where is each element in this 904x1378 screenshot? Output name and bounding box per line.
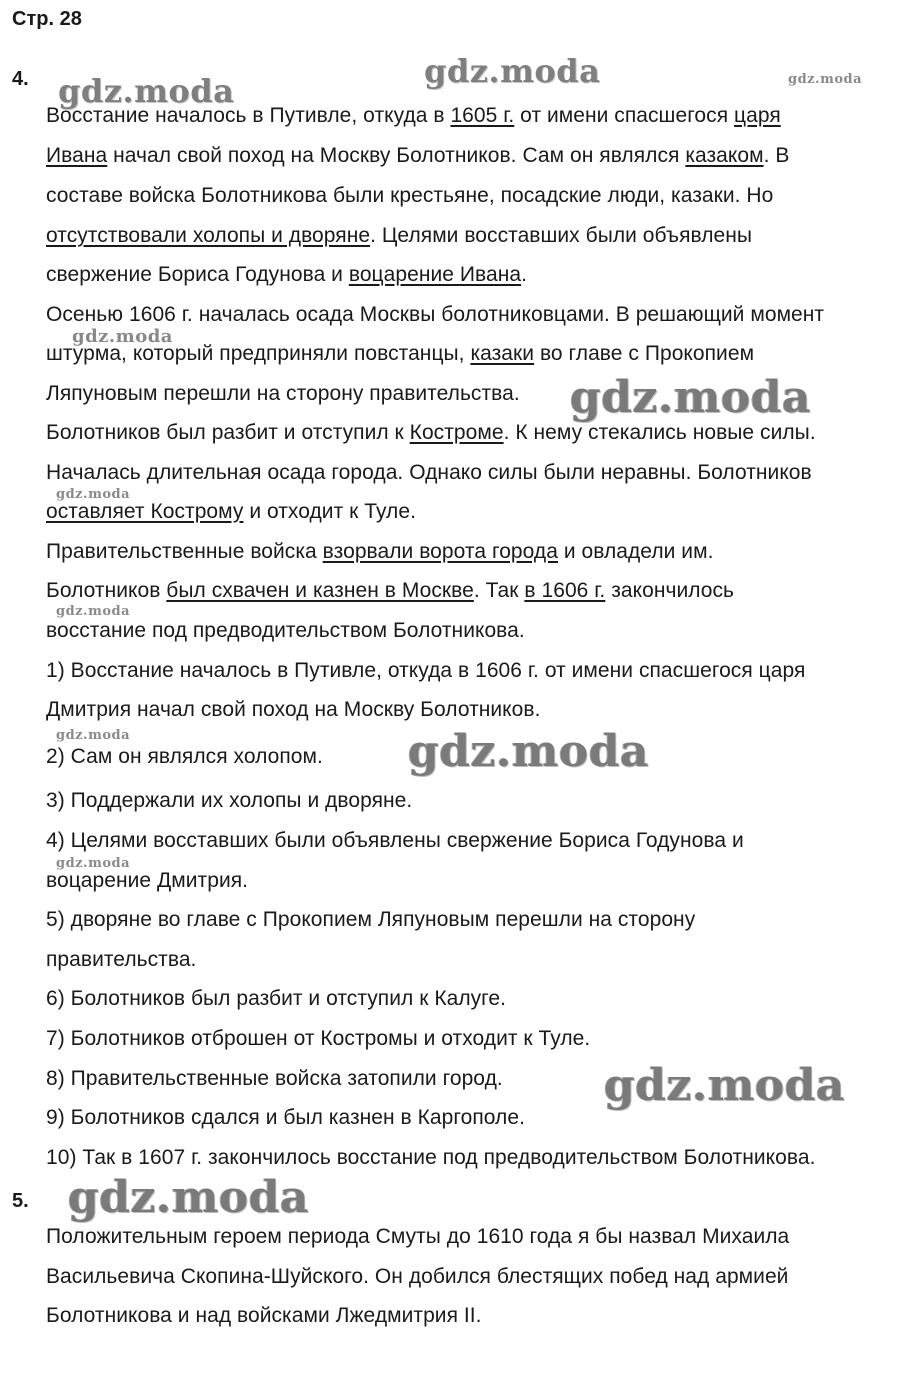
text-segment: . Целями восставших были объявлены [370, 224, 753, 247]
underlined-answer: казаки [470, 342, 535, 365]
watermark: gdz.moda [58, 72, 235, 110]
text-line [46, 987, 506, 1011]
watermark: gdz.moda [56, 728, 131, 743]
text-segment: свержение Бориса Годунова и [46, 263, 349, 286]
text-segment: во главе с Прокопием [534, 342, 755, 365]
text-line [46, 144, 789, 168]
text-segment: . К нему стекались новые силы. [503, 421, 816, 444]
watermark: gdz.moda [424, 52, 601, 90]
watermark: gdz.moda [72, 326, 173, 347]
text-line [46, 1304, 482, 1328]
text-line [46, 1106, 525, 1130]
text-line [46, 619, 525, 643]
text-line [46, 789, 412, 813]
text-segment: 7) Болотников отброшен от Костромы и отходит к Туле. [46, 1027, 591, 1050]
text-segment: воцарение Дмитрия. [46, 869, 249, 892]
text-segment: . Так [473, 579, 525, 602]
underlined-answer: воцарение Ивана [348, 263, 522, 286]
text-segment: Ляпуновым перешли на сторону правительства. [46, 382, 520, 405]
text-line [46, 1265, 788, 1289]
text-segment: 10) Так в 1607 г. закончилось восстание под предводительством Болотникова. [46, 1146, 816, 1169]
text-segment: правительства. [46, 948, 197, 971]
text-line [46, 869, 248, 893]
text-segment: Положительным героем периода Смуты до 1610 года я бы назвал Михаила [46, 1225, 790, 1248]
underlined-answer: Костроме [409, 421, 504, 444]
text-segment: составе войска Болотникова были крестьяне, посадские люди, казаки. Но [46, 184, 774, 207]
text-line [46, 579, 734, 603]
text-line [46, 224, 752, 248]
text-line [46, 1067, 503, 1091]
text-segment: Осенью 1606 г. началась осада Москвы болотниковцами. В решающий момент [46, 303, 825, 326]
watermark: gdz.moda [570, 372, 812, 423]
text-segment: штурма, который предприняли повстанцы, [46, 342, 471, 365]
text-segment: от имени спасшегося [514, 104, 735, 127]
underlined-answer: отсутствовали холопы и дворяне [46, 224, 371, 247]
text-line [46, 1225, 789, 1249]
watermark: gdz.moda [408, 726, 650, 777]
underlined-answer: царя [734, 104, 781, 127]
watermark: gdz.moda [604, 1060, 846, 1111]
text-line [46, 382, 520, 406]
text-segment: начал свой поход на Москву Болотников. Сам он являлся [107, 144, 686, 167]
text-segment: и отходит к Туле. [243, 500, 416, 523]
page-label: Стр. 28 [12, 8, 82, 30]
text-segment: Васильевича Скопина-Шуйского. Он добился блестящих побед над армией [46, 1265, 789, 1288]
text-line [46, 540, 713, 564]
text-line [46, 829, 744, 853]
text-line [46, 698, 540, 722]
text-segment: 3) Поддержали их холопы и дворяне. [46, 789, 413, 812]
text-segment: 2) Сам он являлся холопом. [46, 745, 323, 768]
watermark: gdz.moda [56, 487, 131, 502]
underlined-answer: взорвали ворота города [322, 540, 558, 563]
text-segment: 5) дворяне во главе с Прокопием Ляпуновым перешли на сторону [46, 908, 696, 931]
underlined-answer: был схвачен и казнен в Москве [166, 579, 474, 602]
text-segment: закончилось [605, 579, 735, 602]
text-segment: . [521, 263, 527, 286]
text-segment: Началась длительная осада города. Однако силы были неравны. Болотников [46, 461, 812, 484]
text-line [46, 184, 773, 208]
text-segment: восстание под предводительством Болотникова. [46, 619, 525, 642]
text-segment: Восстание началось в Путивле, откуда в [46, 104, 451, 127]
underlined-answer: оставляет Кострому [46, 500, 244, 523]
text-segment: 9) Болотников сдался и был казнен в Каргополе. [46, 1106, 525, 1129]
text-segment: Правительственные войска [46, 540, 323, 563]
text-line [46, 948, 196, 972]
text-line [46, 1027, 590, 1051]
text-line [46, 908, 695, 932]
watermark: gdz.moda [788, 72, 863, 87]
text-line [46, 263, 527, 287]
text-segment: 8) Правительственные войска затопили город. [46, 1067, 503, 1090]
text-segment: и овладели им. [557, 540, 714, 563]
text-line [46, 745, 323, 769]
text-segment: 4) Целями восставших были объявлены свержение Бориса Годунова и [46, 829, 744, 852]
text-line [46, 303, 824, 327]
watermark: gdz.moda [68, 1172, 310, 1223]
text-line [46, 461, 812, 485]
text-line [46, 500, 416, 524]
text-segment: Болотников [46, 579, 167, 602]
text-line [46, 659, 805, 683]
underlined-answer: 1605 г. [450, 104, 515, 127]
watermark: gdz.moda [56, 604, 131, 619]
text-line [46, 421, 816, 445]
underlined-answer: казаком [685, 144, 764, 167]
text-segment: . В [763, 144, 790, 167]
underlined-answer: в 1606 г. [524, 579, 606, 602]
text-segment: 1) Восстание началось в Путивле, откуда в 1606 г. от имени спасшегося царя [46, 659, 806, 682]
text-segment: Болотникова и над войсками Лжедмитрия II. [46, 1304, 482, 1327]
task-5-number: 5. [12, 1190, 29, 1212]
text-line [46, 104, 781, 128]
text-line [46, 342, 754, 366]
underlined-answer: Ивана [46, 144, 108, 167]
text-segment: Болотников был разбит и отступил к [46, 421, 410, 444]
watermark: gdz.moda [56, 856, 131, 871]
text-segment: 6) Болотников был разбит и отступил к Калуге. [46, 987, 507, 1010]
text-line [46, 1146, 815, 1170]
task-4-number: 4. [12, 68, 29, 90]
text-segment: Дмитрия начал свой поход на Москву Болотников. [46, 698, 541, 721]
